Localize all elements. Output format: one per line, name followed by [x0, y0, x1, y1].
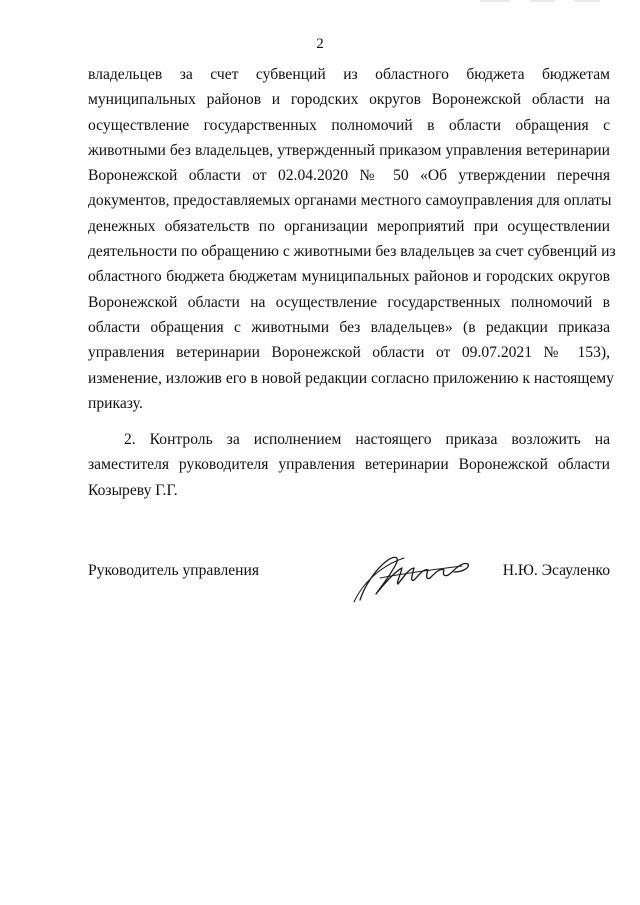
text-line: заместителя руководителя управления ветеринарии Воронежской области [88, 456, 610, 474]
text-line: управления ветеринарии Воронежской области от 09.07.2021 № 153), [88, 344, 610, 362]
paragraph-1 [88, 62, 616, 416]
page-number: 2 [316, 36, 324, 52]
text-line: денежных обязательств по организации мероприятий при осуществлении [88, 217, 610, 235]
text-line: владельцев за счет субвенций из областного бюджета бюджетам [88, 66, 610, 83]
signatory-title: Руководитель управления [88, 562, 260, 579]
text-line: деятельности по обращению с животными без владельцев за счет субвенций из [88, 243, 616, 261]
text-line: животными без владельцев, утвержденный приказом управления ветеринарии [88, 141, 610, 159]
text-line: осуществление государственных полномочий в области обращения с [88, 116, 610, 134]
text-line: 2. Контроль за исполнением настоящего приказа возложить на [124, 431, 610, 448]
text-line: Воронежской области от 02.04.2020 № 50 «Об утверждении перечня [88, 167, 610, 185]
scan-edge-marks [480, 0, 600, 3]
text-line: Козыреву Г.Г. [88, 481, 178, 499]
signatory-name: Н.Ю. Эсауленко [502, 562, 610, 579]
handwritten-signature [350, 548, 480, 608]
text-line: муниципальных районов и городских округов Воронежской области на [88, 91, 610, 109]
text-line: области обращения с животными без владельцев» (в редакции приказа [88, 318, 610, 336]
text-line: областного бюджета бюджетам муниципальных районов и городских округов [88, 268, 610, 286]
text-line: приказу. [88, 394, 143, 412]
paragraph-2 [88, 427, 610, 503]
text-line: документов, предоставляемых органами местного самоуправления для оплаты [88, 192, 612, 210]
signature-block [88, 562, 610, 602]
text-line: Воронежской области на осуществление государственных полномочий в [88, 293, 610, 311]
text-line: изменение, изложив его в новой редакции согласно приложению к настоящему [88, 369, 614, 387]
